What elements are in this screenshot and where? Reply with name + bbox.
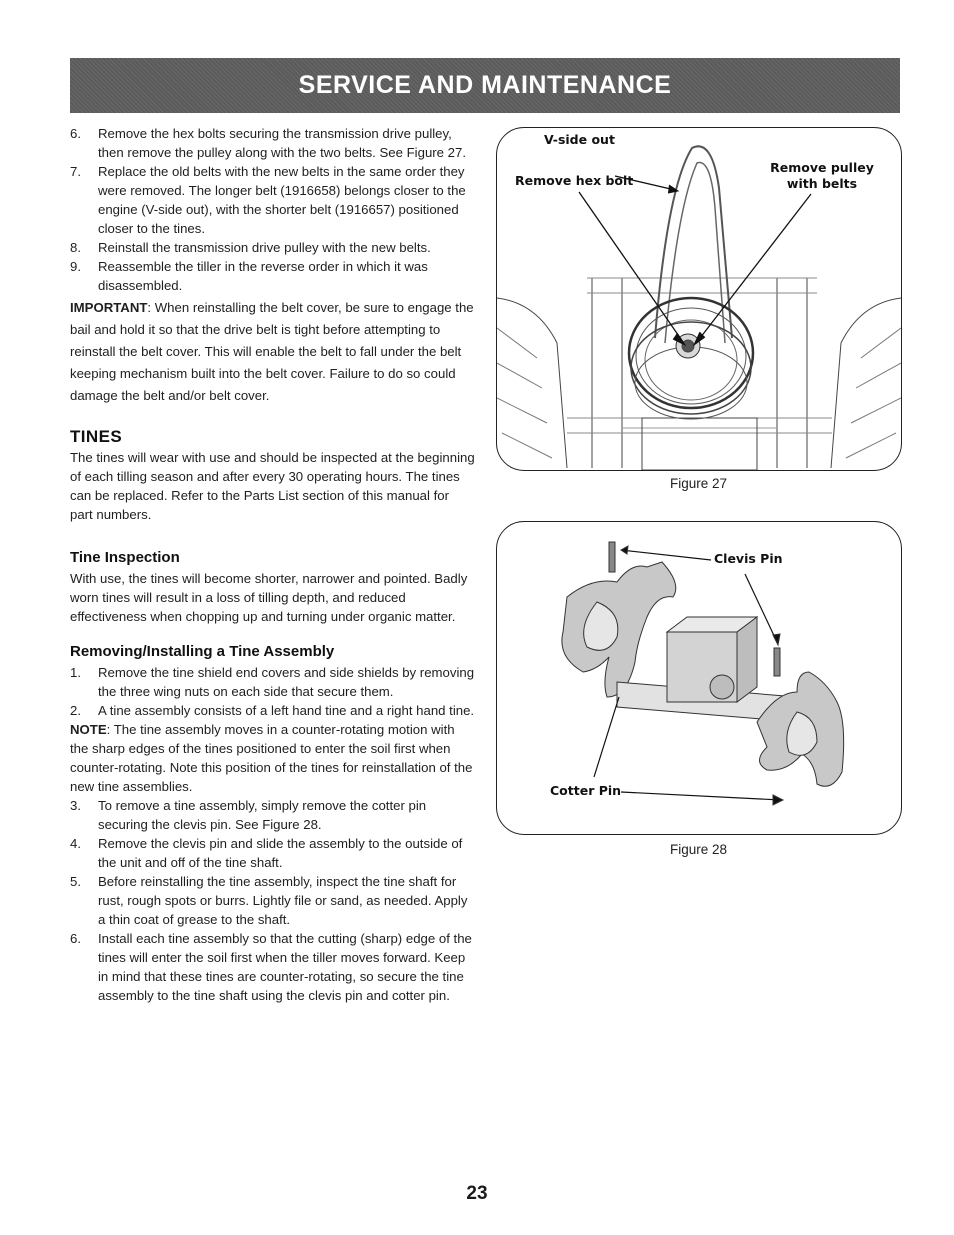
list-item: 9. Reassemble the tiller in the reverse order in which it was disassembled. — [70, 259, 428, 293]
figure-28-illustration — [496, 521, 902, 835]
list-item: 6. Install each tine assembly so that the cutting (sharp) edge of the tines will enter the soil first when the tiller moves forward. Keep in mind that these tines are counter-rotating, so secure the tine assembly to the tine shaft using the clevis pin and cotter pin. — [70, 931, 472, 1003]
tines-heading: TINES — [70, 427, 123, 446]
list-item: 7. Replace the old belts with the new belts in the same order they were removed. The longer belt (1916658) belongs closer to the engine (V-side out), with the shorter belt (1916657) positioned closer to the tines. — [70, 164, 466, 236]
removing-heading: Removing/Installing a Tine Assembly — [70, 643, 335, 660]
list-item: 1. Remove the tine shield end covers and side shields by removing the three wing nuts on each side that secure them. — [70, 665, 475, 699]
note-paragraph: NOTE: The tine assembly moves in a counter-rotating motion with the sharp edges of the tines positioned to enter the soil first when counter-rotating. Note this position of the tines for reinstallation of the new tine assemblies. — [70, 722, 473, 794]
section-title: SERVICE AND MAINTENANCE — [298, 71, 672, 99]
removing-steps-b — [70, 796, 475, 1005]
label-remove-hex-bolt: Remove hex bolt — [515, 173, 634, 188]
removing-steps-a — [70, 663, 475, 720]
label-remove-pulley: Remove pulley with belts — [770, 160, 874, 191]
list-item: 6. Remove the hex bolts securing the transmission drive pulley, then remove the pulley along with the two belts. See Figure 27. — [70, 126, 467, 160]
left-column — [70, 124, 475, 1005]
figure-27-illustration — [496, 127, 902, 471]
tines-paragraph: The tines will wear with use and should be inspected at the beginning of each tilling season and after every 30 operating hours. The tines can be replaced. Refer to the Parts List section of this manual for part numbers. — [70, 450, 475, 522]
label-v-side-out: V-side out — [544, 132, 615, 147]
figure-27-caption: Figure 27 — [670, 476, 728, 491]
list-item: 8. Reinstall the transmission drive pulley with the new belts. — [70, 240, 431, 255]
section-banner — [70, 58, 900, 113]
list-item: 3. To remove a tine assembly, simply remove the cotter pin securing the clevis pin. See Figure 28. — [70, 798, 427, 832]
list-item: 4. Remove the clevis pin and slide the assembly to the outside of the unit and off of the tine shaft. — [70, 836, 463, 870]
list-item: 5. Before reinstalling the tine assembly, inspect the tine shaft for rust, rough spots or burrs. Lightly file or sand, as needed. Apply a thin coat of grease to the shaft. — [70, 874, 468, 927]
belt-steps-list — [70, 124, 475, 295]
page-number: 23 — [466, 1183, 488, 1204]
list-item: 2. A tine assembly consists of a left hand tine and a right hand tine. — [70, 703, 475, 718]
important-note: IMPORTANT: When reinstalling the belt cover, be sure to engage the bail and hold it so that the drive belt is tight before attempting to reinstall the belt cover. This will enable the belt to fall under the belt keeping mechanism built into the belt cover. Failure to do so could damage the belt and/or belt cover. — [70, 300, 474, 403]
tine-inspection-paragraph: With use, the tines will become shorter, narrower and pointed. Badly worn tines will result in a loss of tilling depth, and reduced effectiveness when chopping up and turning under organic matter. — [70, 571, 468, 624]
label-cotter-pin: Cotter Pin — [550, 783, 622, 798]
figure-28-caption: Figure 28 — [670, 842, 728, 857]
tine-inspection-heading: Tine Inspection — [70, 549, 180, 566]
label-clevis-pin: Clevis Pin — [714, 551, 783, 566]
